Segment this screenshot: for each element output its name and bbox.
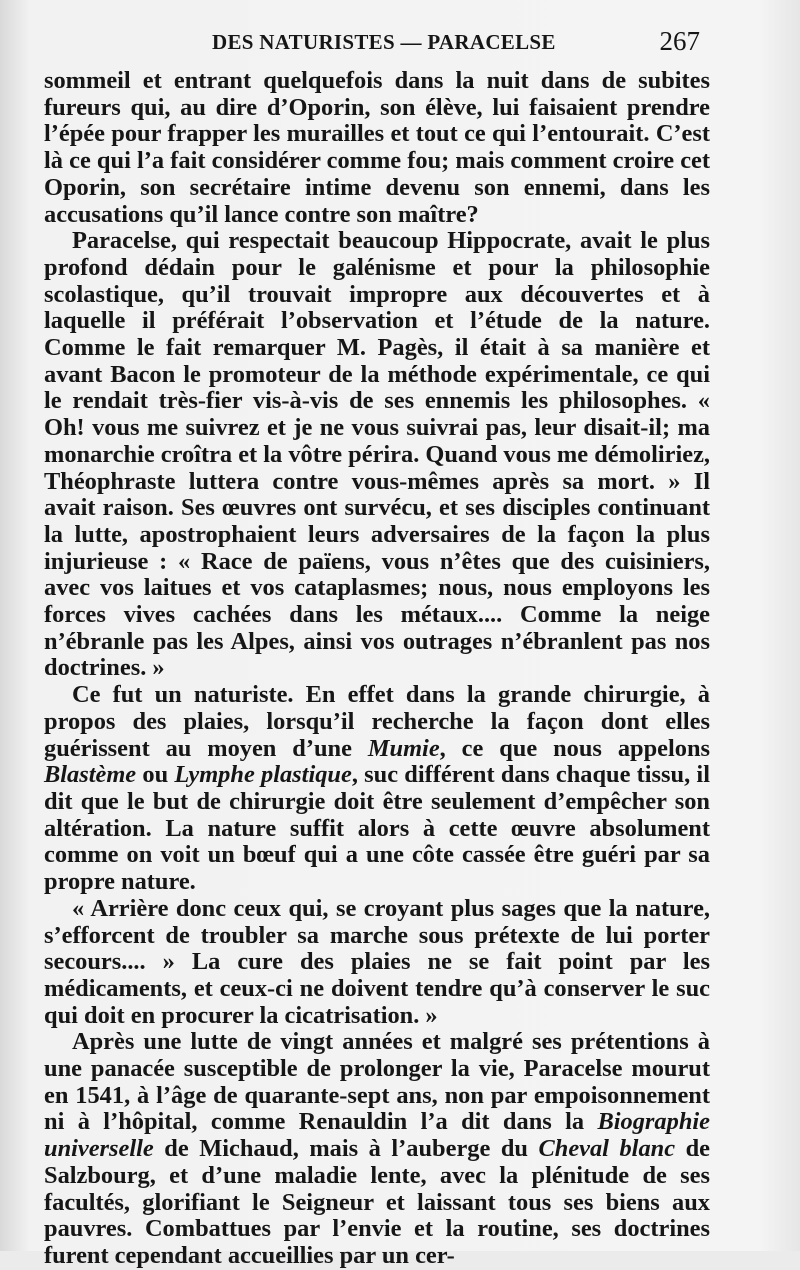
paragraph	[44, 1029, 710, 1269]
italic-text: Mumie	[367, 734, 440, 762]
paragraph	[44, 896, 710, 1030]
italic-text: Biographie universelle	[44, 1108, 710, 1163]
body-text	[44, 68, 710, 1270]
text-run: , ce que nous appelons	[439, 734, 710, 762]
italic-text: Cheval blanc	[538, 1135, 676, 1163]
text-run: « Arrière donc ceux qui, se croyant plus sages que la nature, s’efforcent de troubler sa marche sous prétexte de lui porter secours.... » La cure des plaies ne se fait point par les médicaments, et ceux-ci ne doivent tendre qu’à conserver le suc qui doit en procurer la cicatrisation. »	[44, 894, 710, 1029]
text-run: sommeil et entrant quelquefois dans la nuit dans de subites fureurs qui, au dire d’Oporin, son élève, lui faisaient prendre l’épée pour frapper les murailles et tout ce qui l’entourait. C’est là ce qui l’a fait considérer comme fou; mais comment croire cet Oporin, son secrétaire intime devenu son ennemi, dans les accusations qu’il lance contre son maître?	[44, 67, 710, 228]
italic-text: Lymphe plastique	[174, 761, 352, 789]
paragraph	[44, 68, 710, 228]
paragraph	[44, 228, 710, 682]
page-header	[0, 26, 800, 64]
text-run: , suc différent dans chaque tissu, il dit que le but de chirurgie doit être seulement d’empêcher son altération. La nature suffit alors à cette œuvre absolument comme on voit un bœuf qui a une côte cassée être guéri par sa propre nature.	[44, 761, 710, 896]
page-number: 267	[659, 26, 700, 56]
text-run: de Michaud, mais à l’auberge du	[153, 1135, 539, 1163]
text-run: Après une lutte de vingt années et malgré ses prétentions à une panacée susceptible de prolonger la vie, Paracelse mourut en 1541, à l’âge de quarante-sept ans, non par empoisonnement ni à l’hôpital, comme Renauldin l’a dit dans la	[44, 1028, 710, 1136]
italic-text: Blastème	[44, 761, 137, 789]
paragraph	[44, 682, 710, 896]
running-head: DES NATURISTES — PARACELSE	[212, 30, 556, 54]
text-run: Paracelse, qui respectait beaucoup Hippocrate, avait le plus profond dédain pour le galénisme et pour la philosophie scolastique, qu’il trouvait impropre aux découvertes et à laquelle il préférait l’observation et l’étude de la nature. Comme le fait remarquer M. Pagès, il était à sa manière et avant Bacon le promoteur de la méthode expérimentale, ce qui le rendait très-fier vis-à-vis de ses ennemis les philosophes. « Oh! vous me suivrez et je ne vous suivrai pas, leur disait-il; ma monarchie croîtra et la vôtre périra. Quand vous me démoliriez, Théophraste luttera contre vous-mêmes après sa mort. » Il avait raison. Ses œuvres ont survécu, et ses disciples continuant la lutte, apostrophaient leurs adversaires de la façon la plus injurieuse : « Race de païens, vous n’êtes que des cuisiniers, avec vos laitues et vos cataplasmes; nous, nous employons les forces vives cachées dans les métaux.... Comme la neige n’ébranle pas les Alpes, ainsi vos outrages n’ébranlent pas nos doctrines. »	[44, 227, 710, 682]
text-run: de Salzbourg, et d’une maladie lente, avec la plénitude de ses facultés, glorifiant le Seigneur et laissant tous ses biens aux pauvres. Combattues par l’envie et la routine, ses doctrines furent cependant accueillies par un cer-	[44, 1135, 710, 1269]
text-run: Ce fut un naturiste. En effet dans la grande chirurgie, à propos des plaies, lorsqu’il recherche la façon dont elles guérissent au moyen d’une	[44, 681, 710, 762]
text-run: ou	[136, 761, 175, 789]
